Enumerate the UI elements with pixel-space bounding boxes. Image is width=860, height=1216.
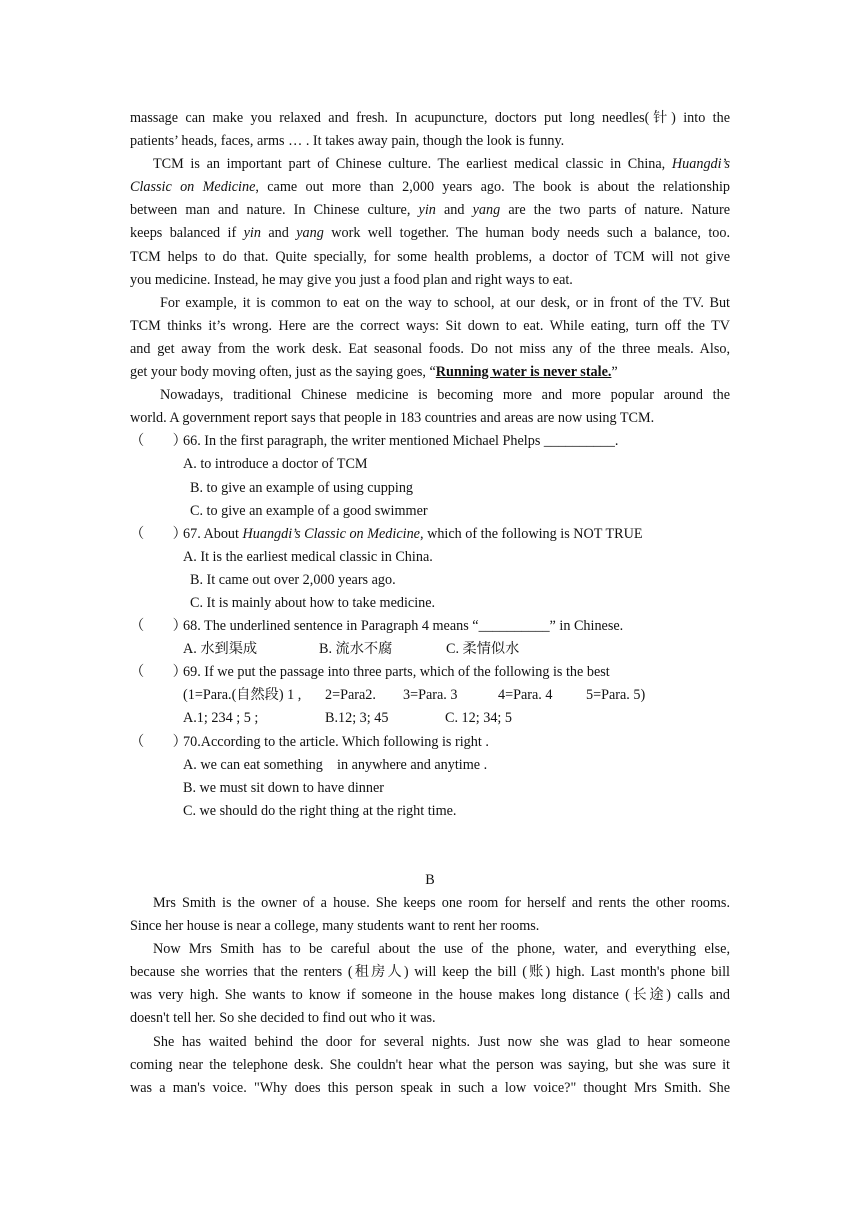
book-title: Huangdi’s	[671, 156, 730, 173]
option: C. to give an example of a good swimmer	[190, 502, 428, 519]
question-67: （ ）67. About Huangdi’s Classic on Medicine, which of the following is NOT TRUE	[130, 523, 730, 546]
option: A. 水到渠成	[183, 641, 258, 658]
text-line: you medicine. Instead, he may give you just a food plan and right ways to eat.	[130, 271, 573, 288]
question-66: （ ）66. In the first paragraph, the writer mentioned Michael Phelps __________.	[130, 430, 730, 453]
option: B. to give an example of using cupping	[190, 479, 414, 496]
option: B. 流水不腐	[319, 641, 393, 658]
text-line: was very high. She wants to know if someone in the house makes long distance (长途) calls and	[130, 987, 730, 1004]
question-69: （ ）69. If we put the passage into three parts, which of the following is the best	[130, 661, 730, 684]
text-line: doesn't tell her. So she decided to find out who it was.	[130, 1010, 436, 1027]
text-line: between man and nature. In Chinese culture, yin and yang are the two parts of nature. Nature	[130, 202, 730, 219]
option-row	[130, 638, 730, 661]
option-row	[130, 707, 730, 730]
text-line: She has waited behind the door for several nights. Just now she was glad to hear someone	[153, 1033, 730, 1050]
text-line: keeps balanced if yin and yang work well together. The human body needs such a balance, too.	[130, 225, 730, 242]
option: A.1; 234 ; 5 ;	[183, 710, 259, 727]
text-line: Classic on Medicine, came out more than 2,000 years ago. The book is about the relationship	[130, 179, 730, 196]
text-line: and get away from the work desk. Eat seasonal foods. Do not miss any of the three meals. Also,	[130, 340, 730, 357]
text-line: Nowadays, traditional Chinese medicine is becoming more and more popular around the	[160, 387, 730, 404]
answer-bracket[interactable]: （ ）	[130, 618, 187, 635]
answer-bracket[interactable]: （ ）	[130, 433, 187, 450]
text-line: TCM thinks it’s wrong. Here are the correct ways: Sit down to eat. While eating, turn off the TV	[130, 317, 730, 334]
text-line: was a man's voice. "Why does this person speak in such a low voice?" thought Mrs Smith. She	[130, 1079, 730, 1096]
option: B. It came out over 2,000 years ago.	[190, 571, 396, 588]
answer-bracket[interactable]: （ ）	[130, 525, 187, 542]
answer-bracket[interactable]: （ ）	[130, 733, 187, 750]
option: C. It is mainly about how to take medicine.	[190, 594, 436, 611]
option: A. to introduce a doctor of TCM	[183, 456, 368, 473]
option: C. 柔情似水	[446, 641, 520, 658]
book-title: Classic on Medicine	[130, 179, 256, 196]
section-heading: B	[425, 871, 435, 888]
paragraph-key: (1=Para.(自然段) 1 , 2=Para2. 3=Para. 3 4=Para. 4 5=Para. 5)	[183, 687, 646, 704]
text-line: get your body moving often, just as the saying goes, “Running water is never stale.”	[130, 364, 618, 381]
text-line: world. A government report says that people in 183 countries and areas are now using TCM.	[130, 410, 655, 427]
option: A. we can eat something in anywhere and anytime .	[183, 756, 488, 773]
text-line: For example, it is common to eat on the way to school, at our desk, or in front of the TV. But	[160, 294, 730, 311]
option: B.12; 3; 45	[325, 710, 389, 727]
option: B. we must sit down to have dinner	[183, 779, 384, 796]
text-line: Mrs Smith is the owner of a house. She keeps one room for herself and rents the other rooms.	[153, 895, 730, 911]
answer-bracket[interactable]: （ ）	[130, 664, 187, 681]
question-70: （ ）70.According to the article. Which following is right .	[130, 731, 730, 754]
text-line: TCM is an important part of Chinese culture. The earliest medical classic in China, Huangdi’s	[153, 156, 730, 173]
text-line: Since her house is near a college, many students want to rent her rooms.	[130, 918, 540, 935]
question-68: （ ）68. The underlined sentence in Paragraph 4 means “__________” in Chinese.	[130, 615, 730, 638]
text-line: Now Mrs Smith has to be careful about the use of the phone, water, and everything else,	[153, 941, 730, 958]
text-line: coming near the telephone desk. She couldn't hear what the person was saying, but she was sure it	[130, 1056, 730, 1073]
text-line: massage can make you relaxed and fresh. In acupuncture, doctors put long needles(针) into the	[130, 110, 730, 126]
option: A. It is the earliest medical classic in China.	[183, 548, 433, 565]
text-line: TCM helps to do that. Quite specially, for some health problems, a doctor of TCM will not give	[130, 248, 730, 265]
option: C. we should do the right thing at the right time.	[183, 802, 457, 819]
text-line: patients’ heads, faces, arms … . It takes away pain, though the look is funny.	[130, 133, 565, 150]
document-page	[130, 107, 730, 1100]
underlined-sentence: Running water is never stale.	[435, 364, 612, 381]
text-line: because she worries that the renters (租房人) will keep the bill (账) high. Last month's phone bill	[130, 964, 730, 981]
option: C. 12; 34; 5	[445, 710, 513, 727]
